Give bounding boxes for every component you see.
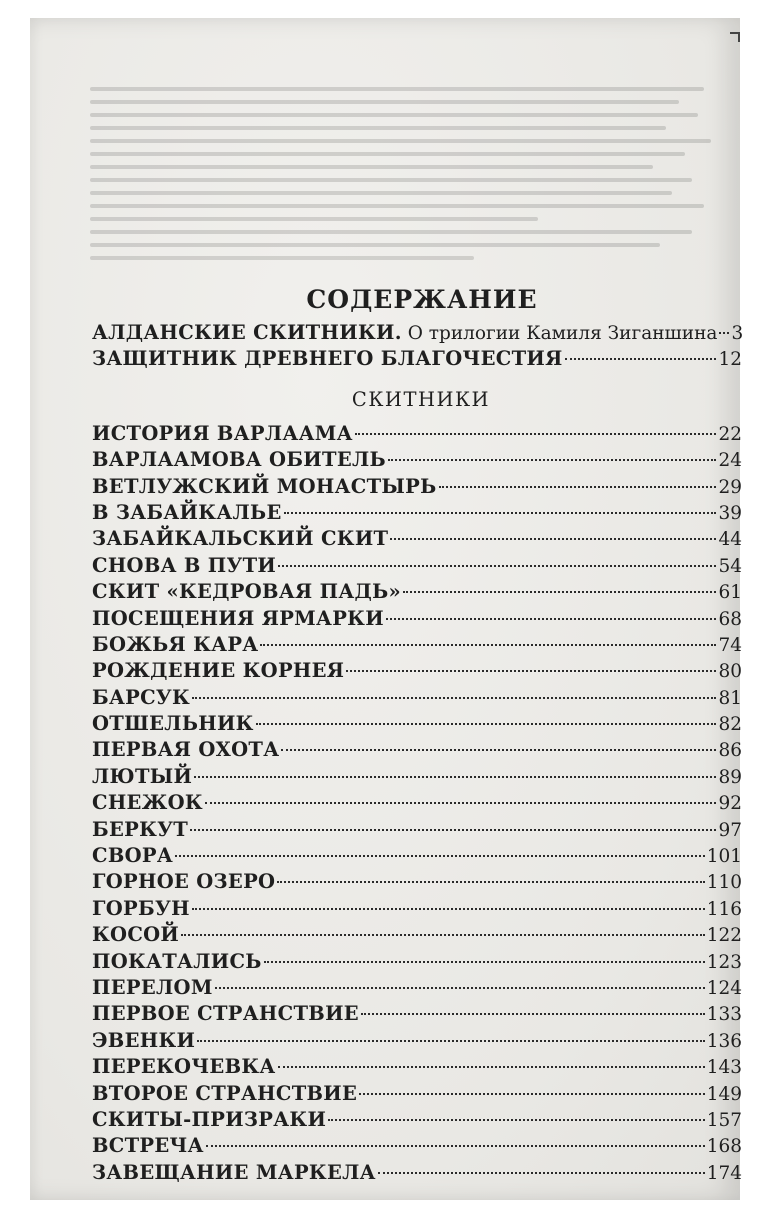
entry-title: ВТОРОЕ СТРАНСТВИЕ bbox=[92, 1081, 358, 1105]
dot-leader bbox=[719, 332, 729, 334]
entry-page-number: 44 bbox=[718, 529, 742, 551]
dot-leader bbox=[181, 934, 705, 936]
entry-title: ГОРНОЕ ОЗЕРО bbox=[92, 870, 276, 894]
toc-entry[interactable] bbox=[92, 447, 742, 473]
dot-leader bbox=[284, 512, 717, 514]
entry-page-number: 86 bbox=[718, 740, 742, 762]
entry-title: ПОСЕЩЕНИЯ ЯРМАРКИ bbox=[92, 606, 384, 630]
entry-page-number: 68 bbox=[718, 608, 742, 630]
dot-leader bbox=[206, 1145, 705, 1147]
entry-title: БОЖЬЯ КАРА bbox=[92, 632, 259, 656]
entry-page-number: 12 bbox=[718, 349, 742, 371]
dot-leader bbox=[192, 908, 705, 910]
table-of-contents bbox=[92, 280, 742, 1186]
entry-title: СНОВА В ПУТИ bbox=[92, 553, 277, 577]
toc-entry[interactable] bbox=[92, 500, 742, 526]
entry-page-number: 74 bbox=[718, 634, 742, 656]
dot-leader bbox=[277, 881, 704, 883]
toc-entry[interactable] bbox=[92, 1160, 742, 1186]
entry-page-number: 116 bbox=[706, 898, 742, 920]
toc-entry[interactable] bbox=[92, 1028, 742, 1054]
dot-leader bbox=[281, 749, 716, 751]
entry-title: ВЕТЛУЖСКИЙ МОНАСТЫРЬ bbox=[92, 474, 437, 498]
toc-entry[interactable] bbox=[92, 922, 742, 948]
dot-leader bbox=[205, 802, 717, 804]
entry-title: ИСТОРИЯ ВАРЛААМА bbox=[92, 421, 353, 445]
entry-page-number: 24 bbox=[718, 450, 742, 472]
entry-page-number: 61 bbox=[718, 582, 742, 604]
entry-title: ЭВЕНКИ bbox=[92, 1028, 196, 1052]
dot-leader bbox=[346, 670, 716, 672]
toc-entry[interactable] bbox=[92, 1107, 742, 1133]
entry-page-number: 29 bbox=[718, 476, 742, 498]
dot-leader bbox=[260, 644, 716, 646]
toc-entry[interactable] bbox=[92, 1054, 742, 1080]
dot-leader bbox=[278, 1066, 705, 1068]
toc-entry[interactable] bbox=[92, 843, 742, 869]
entry-page-number: 168 bbox=[706, 1136, 742, 1158]
toc-entry[interactable] bbox=[92, 632, 742, 658]
entry-title: ПЕРЕЛОМ bbox=[92, 975, 213, 999]
entry-page-number: 92 bbox=[718, 793, 742, 815]
chapter-entries bbox=[92, 421, 742, 1186]
toc-entry[interactable] bbox=[92, 896, 742, 922]
entry-page-number: 80 bbox=[718, 661, 742, 683]
entry-title: ЗАЩИТНИК ДРЕВНЕГО БЛАГОЧЕСТИЯ bbox=[92, 347, 563, 371]
toc-entry[interactable] bbox=[92, 869, 742, 895]
dot-leader bbox=[215, 987, 705, 989]
toc-entry[interactable] bbox=[92, 606, 742, 632]
entry-page-number: 97 bbox=[718, 819, 742, 841]
entry-page-number: 101 bbox=[706, 846, 742, 868]
dot-leader bbox=[192, 697, 716, 699]
toc-entry[interactable] bbox=[92, 658, 742, 684]
entry-page-number: 89 bbox=[718, 766, 742, 788]
dot-leader bbox=[359, 1093, 705, 1095]
entry-page-number: 133 bbox=[706, 1004, 742, 1026]
toc-entry[interactable] bbox=[92, 949, 742, 975]
entry-title: ПЕРЕКОЧЕВКА bbox=[92, 1055, 276, 1079]
toc-entry[interactable] bbox=[92, 320, 742, 346]
toc-title: СОДЕРЖАНИЕ bbox=[306, 285, 538, 314]
entry-page-number: 149 bbox=[706, 1083, 742, 1105]
book-page bbox=[30, 18, 744, 1200]
dot-leader bbox=[278, 565, 716, 567]
dot-leader bbox=[256, 723, 717, 725]
toc-entry[interactable] bbox=[92, 764, 742, 790]
dot-leader bbox=[390, 538, 716, 540]
entry-page-number: 122 bbox=[706, 925, 742, 947]
entry-title: ВСТРЕЧА bbox=[92, 1134, 204, 1158]
entry-title: СНЕЖОК bbox=[92, 791, 203, 815]
entry-page-number: 123 bbox=[706, 951, 742, 973]
entry-page-number: 143 bbox=[706, 1057, 742, 1079]
dot-leader bbox=[328, 1119, 704, 1121]
entry-title: ГОРБУН bbox=[92, 896, 190, 920]
entry-title: ОТШЕЛЬНИК bbox=[92, 712, 254, 736]
entry-page-number: 136 bbox=[706, 1030, 742, 1052]
toc-entry[interactable] bbox=[92, 579, 742, 605]
entry-subtitle: О трилогии Камиля Зиганшина bbox=[401, 323, 718, 344]
toc-entry[interactable] bbox=[92, 685, 742, 711]
entry-title: ПЕРВАЯ ОХОТА bbox=[92, 738, 280, 762]
entry-title: ЗАБАЙКАЛЬСКИЙ СКИТ bbox=[92, 527, 389, 551]
toc-entry[interactable] bbox=[92, 1001, 742, 1027]
entry-title: АЛДАНСКИЕ СКИТНИКИ. bbox=[92, 321, 402, 344]
toc-entry[interactable] bbox=[92, 1133, 742, 1159]
dot-leader bbox=[264, 961, 705, 963]
toc-entry[interactable] bbox=[92, 975, 742, 1001]
dot-leader bbox=[361, 1013, 705, 1015]
entry-page-number: 22 bbox=[718, 423, 742, 445]
entry-page-number: 81 bbox=[718, 687, 742, 709]
section-heading: СКИТНИКИ bbox=[351, 387, 491, 411]
toc-entry[interactable] bbox=[92, 737, 742, 763]
entry-title: БАРСУК bbox=[92, 685, 191, 709]
entry-title: РОЖДЕНИЕ КОРНЕЯ bbox=[92, 659, 345, 683]
dot-leader bbox=[403, 591, 716, 593]
toc-entry[interactable] bbox=[92, 1081, 742, 1107]
dot-leader bbox=[355, 433, 717, 435]
entry-page-number: 174 bbox=[706, 1162, 742, 1184]
corner-crop-mark bbox=[730, 32, 740, 42]
toc-entry[interactable] bbox=[92, 421, 742, 447]
entry-title: СКИТЫ-ПРИЗРАКИ bbox=[92, 1107, 327, 1131]
entry-page-number: 110 bbox=[706, 872, 742, 894]
entry-title: КОСОЙ bbox=[92, 923, 180, 947]
toc-entry[interactable] bbox=[92, 790, 742, 816]
toc-entry[interactable] bbox=[92, 817, 742, 843]
entry-title: СВОРА bbox=[92, 844, 174, 868]
entry-title: ЛЮТЫЙ bbox=[92, 764, 193, 788]
entry-title: ПЕРВОЕ СТРАНСТВИЕ bbox=[92, 1002, 359, 1026]
dot-leader bbox=[197, 1040, 704, 1042]
entry-title: ПОКАТАЛИСЬ bbox=[92, 949, 262, 973]
entry-page-number: 124 bbox=[706, 977, 742, 999]
toc-entry[interactable] bbox=[92, 711, 742, 737]
dot-leader bbox=[190, 829, 716, 831]
entry-title: ВАРЛААМОВА ОБИТЕЛЬ bbox=[92, 448, 386, 472]
entry-title: СКИТ «КЕДРОВАЯ ПАДЬ» bbox=[92, 580, 402, 604]
entry-page-number: 54 bbox=[718, 555, 742, 577]
intro-entries bbox=[92, 320, 742, 373]
dot-leader bbox=[439, 486, 717, 488]
dot-leader bbox=[386, 618, 717, 620]
toc-entry[interactable] bbox=[92, 474, 742, 500]
entry-title: В ЗАБАЙКАЛЬЕ bbox=[92, 500, 282, 524]
entry-page-number: 157 bbox=[706, 1109, 742, 1131]
toc-entry[interactable] bbox=[92, 553, 742, 579]
entry-page-number: 82 bbox=[718, 714, 742, 736]
entry-title: ЗАВЕЩАНИЕ МАРКЕЛА bbox=[92, 1160, 376, 1184]
dot-leader bbox=[565, 358, 717, 360]
dot-leader bbox=[175, 855, 705, 857]
dot-leader bbox=[194, 776, 716, 778]
toc-entry[interactable] bbox=[92, 526, 742, 552]
entry-page-number: 3 bbox=[731, 323, 744, 344]
entry-page-number: 39 bbox=[718, 502, 742, 524]
toc-entry[interactable] bbox=[92, 346, 742, 372]
entry-title: БЕРКУТ bbox=[92, 817, 189, 841]
dot-leader bbox=[388, 459, 717, 461]
dot-leader bbox=[378, 1172, 705, 1174]
